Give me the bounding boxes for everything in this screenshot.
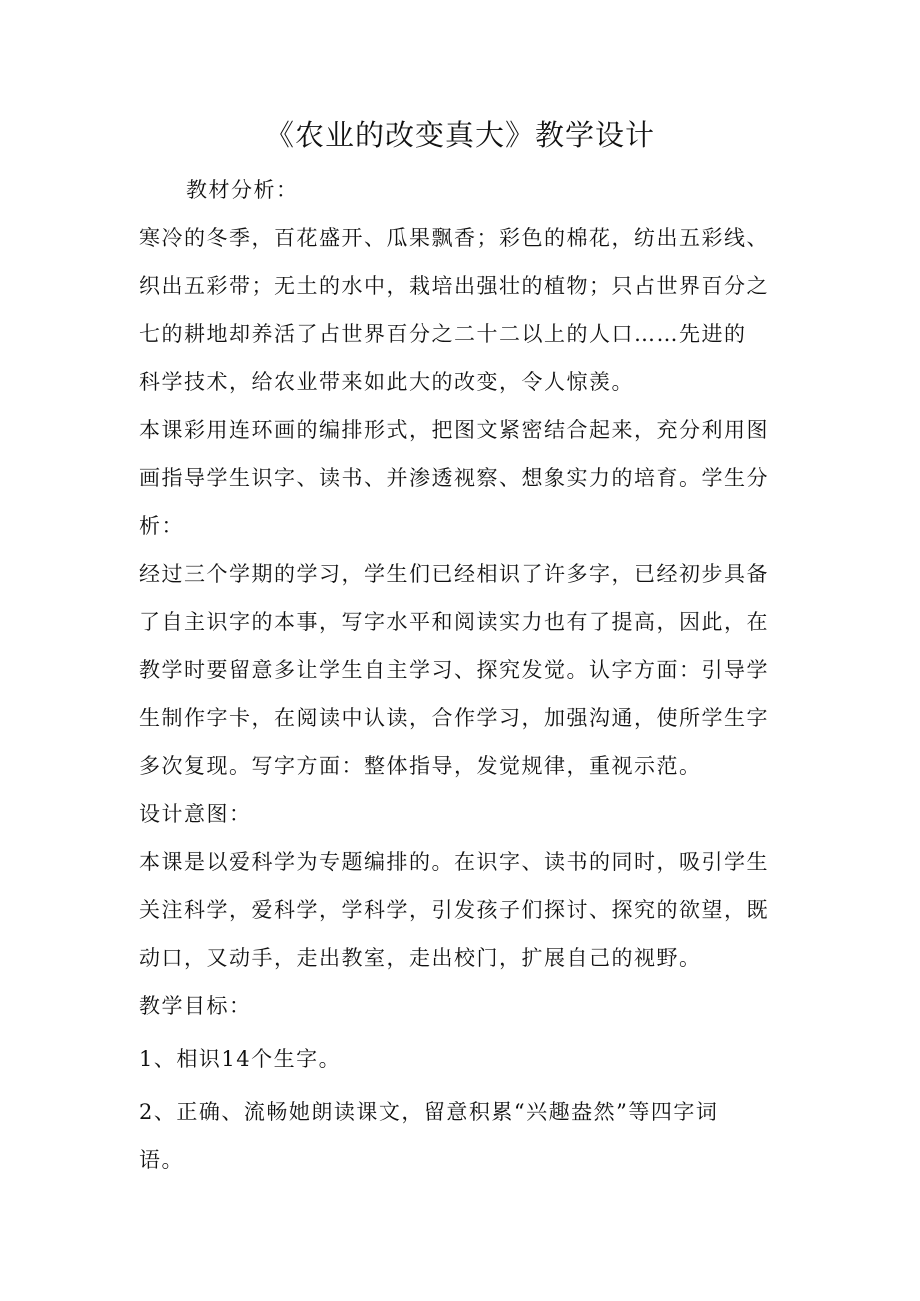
paragraph-line: 寒冷的冬季，百花盛开、瓜果飘香；彩色的棉花，纺出五彩线、 bbox=[139, 226, 769, 250]
paragraph-line: 动口，又动手，走出教室，走出校门，扩展自己的视野。 bbox=[139, 946, 702, 970]
paragraph-line: 七的耕地却养活了占世界百分之二十二以上的人口……先进的 bbox=[139, 322, 747, 346]
paragraph-line: 本课是以爱科学为专题编排的。在识字、读书的同时，吸引学生 bbox=[139, 850, 769, 874]
paragraph-line: 多次复现。写字方面：整体指导，发觉规律，重视示范。 bbox=[139, 754, 702, 778]
goal-item-2: 2、正确、流畅她朗读课文，留意积累“兴趣盎然”等四字词 bbox=[139, 1100, 719, 1124]
paragraph-line: 关注科学，爱科学，学科学，引发孩子们探讨、探究的欲望，既 bbox=[139, 898, 769, 922]
section-heading-design-intent: 设计意图： bbox=[139, 802, 252, 826]
document-title: 《农业的改变真大》教学设计 bbox=[264, 118, 655, 152]
goal-item-2-continued: 语。 bbox=[139, 1148, 184, 1172]
section-heading-teaching-goals: 教学目标： bbox=[139, 994, 252, 1018]
paragraph-line: 织出五彩带；无土的水中，栽培出强壮的植物；只占世界百分之 bbox=[139, 274, 769, 298]
paragraph-line: 生制作字卡，在阅读中认读，合作学习，加强沟通，使所学生字 bbox=[139, 706, 769, 730]
paragraph-line: 画指导学生识字、读书、并渗透视察、想象实力的培育。学生分 bbox=[139, 466, 769, 490]
paragraph-line: 教学时要留意多让学生自主学习、探究发觉。认字方面：引导学 bbox=[139, 658, 769, 682]
goal-item-1: 1、相识14个生字。 bbox=[139, 1047, 342, 1071]
paragraph-line: 本课彩用连环画的编排形式，把图文紧密结合起来，充分利用图 bbox=[139, 418, 769, 442]
paragraph-line: 经过三个学期的学习，学生们已经相识了许多字，已经初步具备 bbox=[139, 562, 769, 586]
document-body bbox=[139, 166, 799, 1184]
section-heading-textbook-analysis: 教材分析： bbox=[186, 178, 299, 202]
paragraph-line: 析： bbox=[139, 514, 184, 538]
paragraph-line: 科学技术，给农业带来如此大的改变，令人惊羡。 bbox=[139, 370, 634, 394]
paragraph-line: 了自主识字的本事，写字水平和阅读实力也有了提高，因此，在 bbox=[139, 610, 769, 634]
